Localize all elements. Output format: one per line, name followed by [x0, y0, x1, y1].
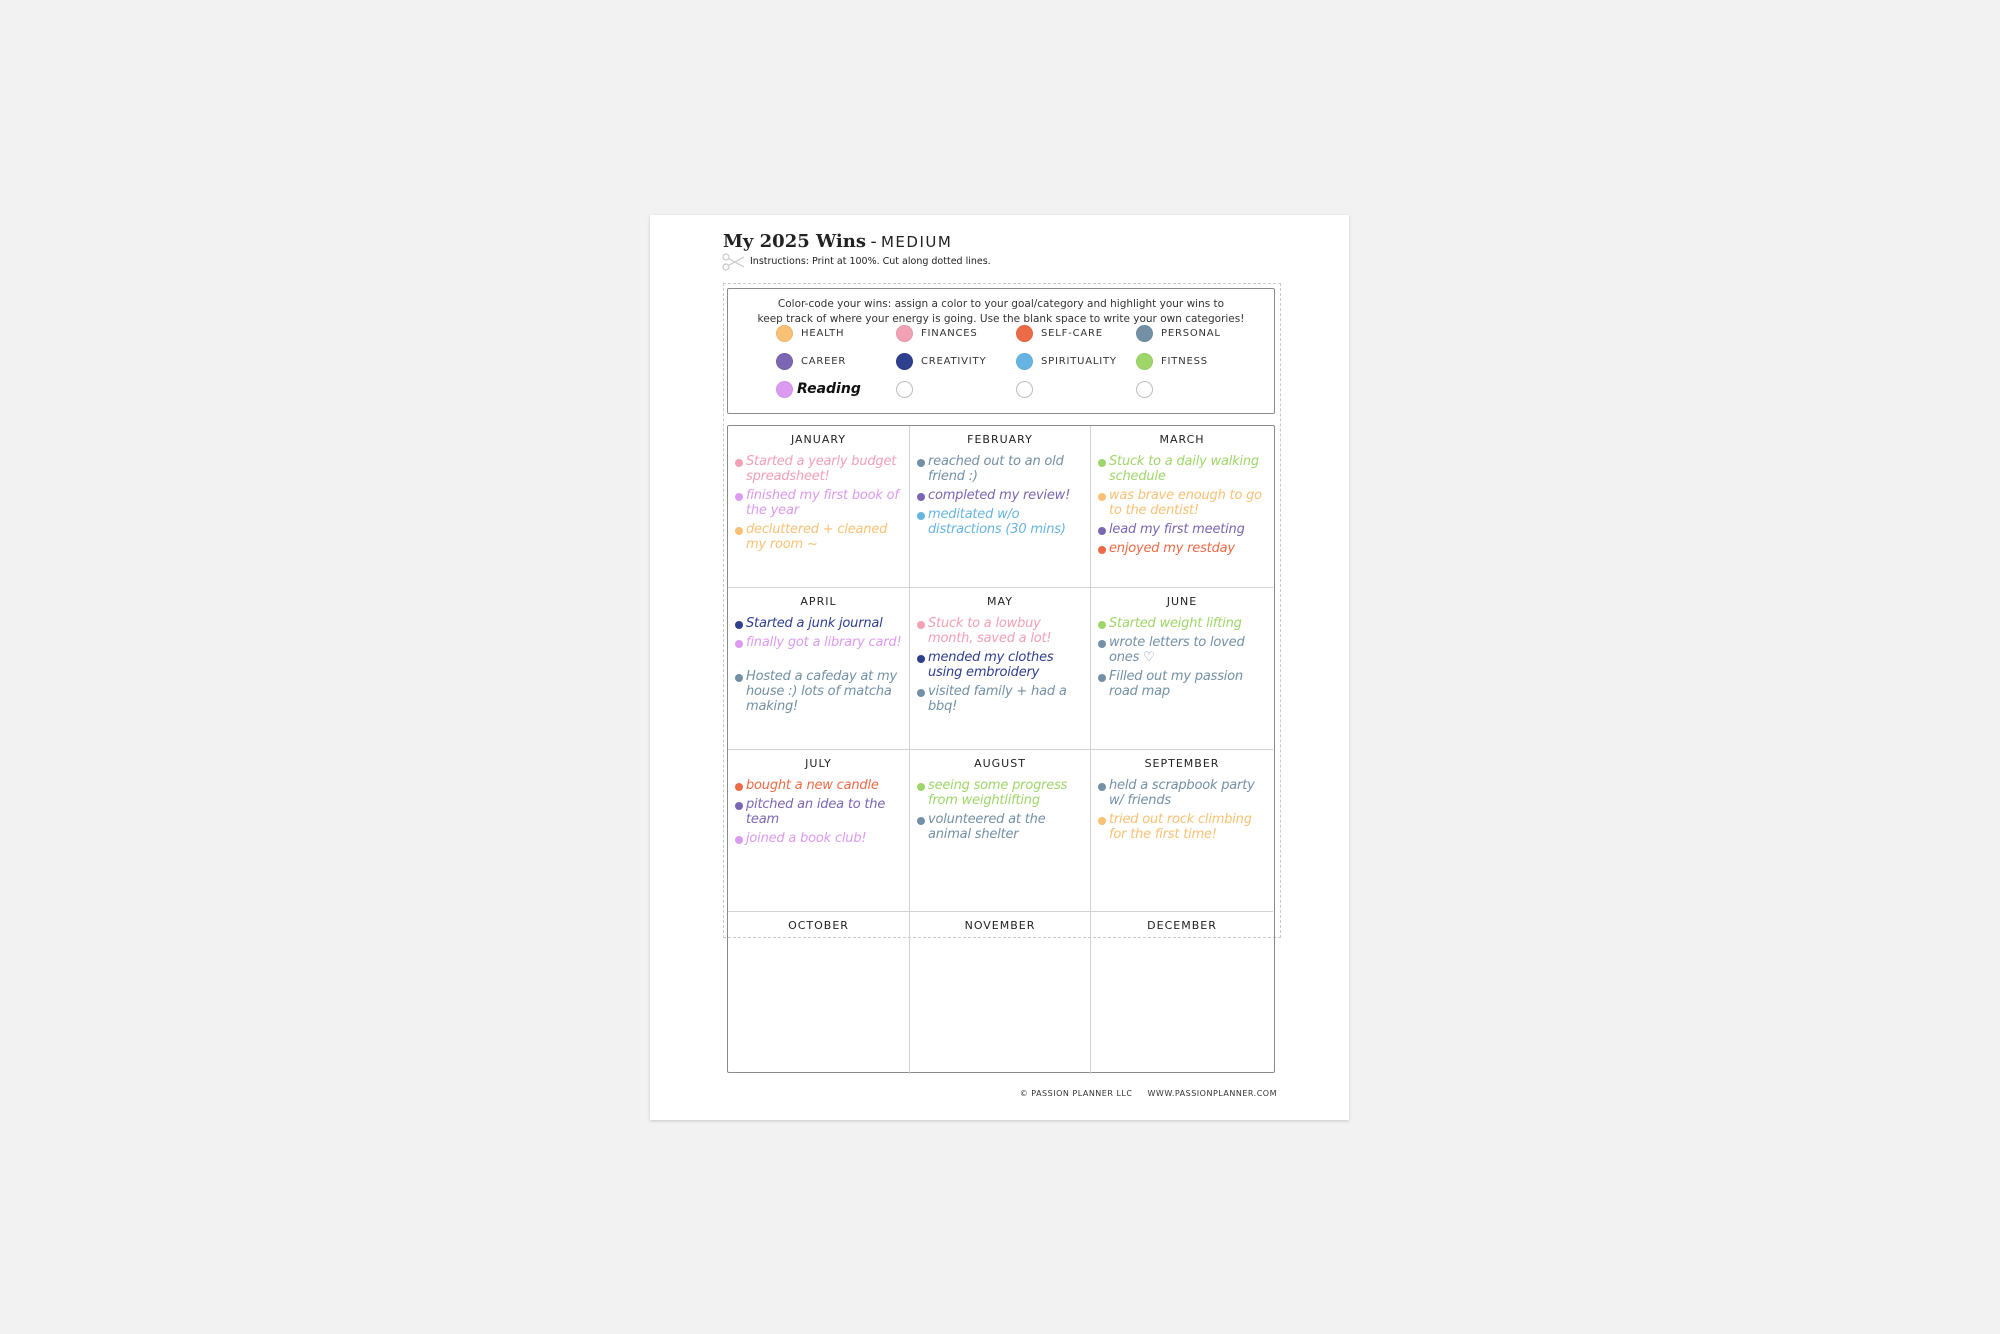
win-text: Started weight lifting — [1109, 616, 1242, 631]
month-cell-september — [1091, 750, 1273, 912]
legend-item — [896, 323, 978, 343]
win-entry — [1098, 488, 1269, 518]
win-text: Stuck to a lowbuy month, saved a lot! — [928, 616, 1052, 646]
legend-label: FINANCES — [921, 327, 978, 339]
win-text: visited family + had a bbq! — [928, 684, 1067, 714]
legend-label: CREATIVITY — [921, 355, 987, 367]
win-bullet — [1098, 640, 1106, 648]
win-text: seeing some progress from weightlifting — [928, 778, 1068, 808]
month-cell-march — [1091, 426, 1273, 588]
month-heading: DECEMBER — [1147, 919, 1217, 932]
month-cell-may — [910, 588, 1091, 750]
win-bullet — [917, 459, 925, 467]
win-bullet — [917, 655, 925, 663]
legend-intro-line-2: keep track of where your energy is going. Use the blank space to write your own categories! — [757, 313, 1245, 325]
month-heading: SEPTEMBER — [1144, 757, 1220, 770]
legend-label: SELF-CARE — [1041, 327, 1103, 339]
page-title — [723, 231, 952, 252]
color-legend — [727, 288, 1275, 414]
win-bullet — [1098, 783, 1106, 791]
win-text: wrote letters to loved ones ♡ — [1109, 635, 1245, 665]
months-grid — [727, 425, 1275, 1073]
legend-item — [1016, 323, 1103, 343]
legend-item — [1016, 379, 1033, 399]
win-entry — [917, 812, 1086, 842]
win-text: pitched an idea to the team — [746, 797, 886, 827]
win-entry — [735, 778, 905, 793]
month-cell-april — [728, 588, 910, 750]
win-bullet — [1098, 527, 1106, 535]
win-text: volunteered at the animal shelter — [928, 812, 1046, 842]
month-heading: AUGUST — [974, 757, 1026, 770]
legend-item — [1016, 351, 1117, 371]
legend-item — [1136, 379, 1153, 399]
page-footer — [1020, 1089, 1277, 1098]
win-bullet — [735, 783, 743, 791]
legend-label: Reading — [797, 381, 861, 397]
legend-color-dot — [1016, 353, 1033, 370]
win-entry — [735, 635, 905, 650]
legend-color-dot — [776, 325, 793, 342]
legend-item — [896, 351, 986, 371]
legend-item — [896, 379, 913, 399]
win-text: Started a junk journal — [746, 616, 883, 631]
win-bullet — [1098, 621, 1106, 629]
win-text: Filled out my passion road map — [1109, 669, 1243, 699]
win-entry — [1098, 454, 1269, 484]
win-entry — [917, 507, 1086, 537]
legend-item — [776, 351, 846, 371]
website-link[interactable]: WWW.PASSIONPLANNER.COM — [1147, 1089, 1277, 1098]
legend-color-dot — [1016, 325, 1033, 342]
legend-label: FITNESS — [1161, 355, 1208, 367]
win-text: reached out to an old friend :) — [928, 454, 1064, 484]
month-heading: MARCH — [1159, 433, 1205, 446]
month-heading: JANUARY — [790, 433, 847, 446]
win-entry — [1098, 616, 1269, 631]
month-cell-february — [910, 426, 1091, 588]
win-entry — [1098, 778, 1269, 808]
win-bullet — [917, 817, 925, 825]
win-entry — [1098, 541, 1269, 556]
legend-item — [1136, 351, 1208, 371]
win-entry — [735, 488, 905, 518]
win-bullet — [735, 836, 743, 844]
win-entry — [917, 616, 1086, 646]
month-heading: FEBRUARY — [967, 433, 1033, 446]
copyright-text: © PASSION PLANNER LLC — [1019, 1089, 1133, 1098]
win-bullet — [735, 674, 743, 682]
win-bullet — [735, 459, 743, 467]
legend-color-dot — [1136, 381, 1153, 398]
win-entry — [917, 454, 1086, 484]
legend-color-dot — [1136, 353, 1153, 370]
win-text: Started a yearly budget spreadsheet! — [746, 454, 897, 484]
win-bullet — [1098, 817, 1106, 825]
win-text: Stuck to a daily walking schedule — [1109, 454, 1259, 484]
month-heading: JUNE — [1166, 595, 1198, 608]
win-entry — [917, 650, 1086, 680]
legend-color-dot — [896, 325, 913, 342]
month-cell-july — [728, 750, 910, 912]
legend-label: PERSONAL — [1161, 327, 1221, 339]
win-entry — [735, 669, 905, 714]
month-cell-december — [1091, 912, 1273, 1074]
win-bullet — [735, 621, 743, 629]
month-cell-november — [910, 912, 1091, 1074]
win-bullet — [735, 640, 743, 648]
legend-color-dot — [1016, 381, 1033, 398]
legend-color-dot — [896, 381, 913, 398]
win-bullet — [917, 689, 925, 697]
month-heading: MAY — [987, 595, 1013, 608]
win-entry — [1098, 635, 1269, 665]
legend-label: HEALTH — [801, 327, 845, 339]
win-text: mended my clothes using embroidery — [928, 650, 1054, 680]
win-bullet — [1098, 674, 1106, 682]
legend-intro-line-1: Color-code your wins: assign a color to your goal/category and highlight your wins to — [777, 298, 1225, 310]
month-cell-january — [728, 426, 910, 588]
win-bullet — [735, 802, 743, 810]
win-bullet — [1098, 493, 1106, 501]
month-heading: JULY — [805, 757, 832, 770]
legend-item — [776, 379, 861, 399]
win-text: enjoyed my restday — [1109, 541, 1235, 556]
win-entry — [1098, 669, 1269, 699]
printable-page — [650, 215, 1349, 1120]
size-label: MEDIUM — [880, 233, 953, 251]
win-bullet — [735, 527, 743, 535]
month-heading: APRIL — [800, 595, 837, 608]
win-entry — [735, 616, 905, 631]
month-cell-june — [1091, 588, 1273, 750]
win-entry — [917, 488, 1086, 503]
scissors-icon — [722, 253, 746, 271]
win-bullet — [1098, 459, 1106, 467]
month-heading: NOVEMBER — [964, 919, 1036, 932]
legend-item — [776, 323, 844, 343]
win-bullet — [735, 493, 743, 501]
win-entry — [917, 778, 1086, 808]
win-text: tried out rock climbing for the first time! — [1109, 812, 1252, 842]
legend-label: CAREER — [801, 355, 847, 367]
win-text: completed my review! — [928, 488, 1071, 503]
win-bullet — [1098, 546, 1106, 554]
legend-label: SPIRITUALITY — [1041, 355, 1117, 367]
legend-color-dot — [1136, 325, 1153, 342]
win-entry — [735, 454, 905, 484]
win-bullet — [917, 512, 925, 520]
win-entry — [735, 797, 905, 827]
legend-color-dot — [776, 381, 793, 398]
win-bullet — [917, 493, 925, 501]
win-text: lead my first meeting — [1109, 522, 1245, 537]
win-entry — [735, 831, 905, 846]
legend-color-dot — [896, 353, 913, 370]
win-entry — [735, 522, 905, 552]
win-text: finished my first book of the year — [746, 488, 899, 518]
win-entry — [1098, 812, 1269, 842]
month-heading: OCTOBER — [788, 919, 849, 932]
win-text: Hosted a cafeday at my house :) lots of matcha making! — [746, 669, 897, 714]
win-text: decluttered + cleaned my room ~ — [746, 522, 888, 552]
win-text: finally got a library card! — [746, 635, 902, 650]
win-bullet — [917, 783, 925, 791]
month-cell-august — [910, 750, 1091, 912]
win-text: was brave enough to go to the dentist! — [1109, 488, 1262, 518]
legend-color-dot — [776, 353, 793, 370]
title-text: My 2025 Wins — [723, 231, 866, 252]
win-bullet — [917, 621, 925, 629]
win-text: joined a book club! — [746, 831, 867, 846]
title-separator: - — [870, 231, 877, 252]
month-cell-october — [728, 912, 910, 1074]
print-instructions: Instructions: Print at 100%. Cut along dotted lines. — [750, 256, 991, 267]
win-text: bought a new candle — [746, 778, 879, 793]
legend-item — [1136, 323, 1221, 343]
win-text: meditated w/o distractions (30 mins) — [928, 507, 1066, 537]
win-entry — [1098, 522, 1269, 537]
win-entry — [917, 684, 1086, 714]
win-text: held a scrapbook party w/ friends — [1109, 778, 1255, 808]
